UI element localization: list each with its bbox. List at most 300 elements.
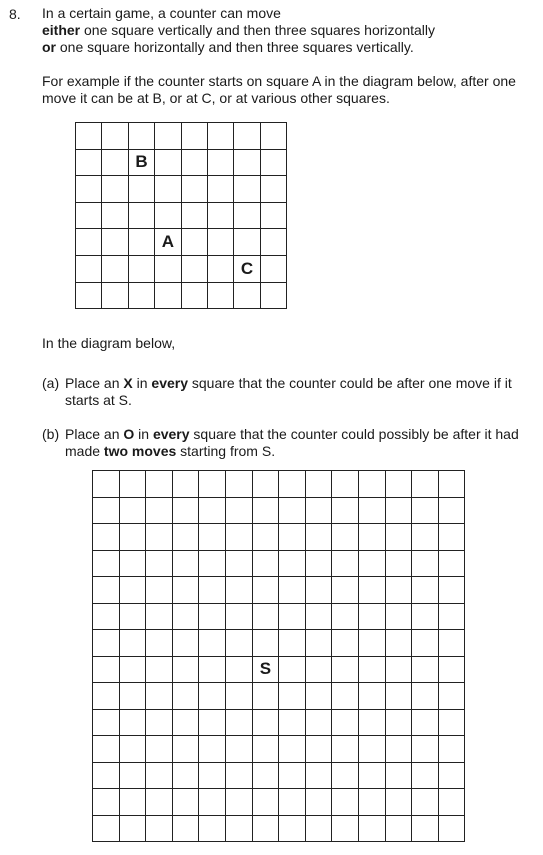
answer-grid-cell[interactable] bbox=[93, 630, 120, 657]
answer-grid-cell[interactable] bbox=[172, 471, 199, 498]
answer-grid-cell[interactable] bbox=[93, 762, 120, 789]
example-grid-cell bbox=[155, 282, 181, 309]
answer-grid-cell[interactable] bbox=[385, 577, 412, 604]
answer-grid-cell[interactable] bbox=[412, 471, 439, 498]
answer-grid-cell[interactable] bbox=[385, 709, 412, 736]
example-grid-cell bbox=[102, 282, 128, 309]
grid-row bbox=[76, 149, 287, 176]
example-grid-cell bbox=[181, 176, 207, 203]
answer-grid-cell[interactable] bbox=[358, 577, 385, 604]
every-keyword: every bbox=[151, 375, 188, 391]
example-paragraph bbox=[42, 73, 516, 107]
answer-grid-cell[interactable] bbox=[119, 656, 146, 683]
answer-grid-cell[interactable] bbox=[252, 762, 279, 789]
answer-grid-cell[interactable] bbox=[412, 630, 439, 657]
answer-grid-cell[interactable] bbox=[305, 497, 332, 524]
intro-line-1: In a certain game, a counter can move bbox=[42, 5, 281, 21]
answer-grid-cell[interactable] bbox=[305, 550, 332, 577]
example-grid-cell bbox=[207, 176, 233, 203]
answer-grid-cell[interactable] bbox=[332, 471, 359, 498]
answer-grid-cell[interactable] bbox=[252, 815, 279, 842]
answer-grid-cell[interactable] bbox=[252, 603, 279, 630]
answer-grid-cell[interactable] bbox=[225, 683, 252, 710]
answer-grid-cell[interactable] bbox=[146, 736, 173, 763]
example-grid-cell bbox=[128, 229, 154, 256]
grid-row bbox=[76, 255, 287, 282]
example-grid bbox=[75, 122, 287, 309]
answer-grid-cell[interactable] bbox=[199, 683, 226, 710]
answer-grid-cell[interactable] bbox=[438, 709, 465, 736]
grid-row bbox=[76, 202, 287, 229]
answer-grid-cell[interactable] bbox=[438, 683, 465, 710]
answer-grid-cell[interactable] bbox=[172, 789, 199, 816]
answer-grid-cell[interactable] bbox=[199, 471, 226, 498]
answer-grid-cell[interactable] bbox=[332, 524, 359, 551]
answer-grid bbox=[92, 470, 465, 842]
answer-grid-cell[interactable] bbox=[358, 497, 385, 524]
answer-grid-cell[interactable] bbox=[146, 683, 173, 710]
answer-grid-cell[interactable] bbox=[358, 471, 385, 498]
answer-grid-cell[interactable] bbox=[172, 815, 199, 842]
answer-grid-cell[interactable] bbox=[412, 736, 439, 763]
example-line-2: move it can be at B, or at C, or at various other squares. bbox=[42, 90, 390, 106]
answer-grid-cell[interactable] bbox=[146, 577, 173, 604]
answer-grid-cell[interactable] bbox=[172, 656, 199, 683]
answer-grid-cell[interactable] bbox=[385, 815, 412, 842]
answer-grid-cell[interactable] bbox=[332, 656, 359, 683]
part-a-line-2: starts at S. bbox=[65, 392, 132, 408]
example-grid-cell bbox=[181, 255, 207, 282]
example-grid-cell bbox=[207, 255, 233, 282]
answer-grid-cell[interactable] bbox=[199, 815, 226, 842]
grid-row bbox=[93, 524, 465, 551]
answer-grid-cell[interactable] bbox=[93, 789, 120, 816]
answer-grid-cell[interactable] bbox=[225, 736, 252, 763]
answer-grid-cell[interactable] bbox=[305, 630, 332, 657]
answer-grid-cell[interactable] bbox=[412, 683, 439, 710]
answer-grid-cell[interactable] bbox=[119, 736, 146, 763]
answer-grid-cell[interactable] bbox=[438, 577, 465, 604]
answer-grid-cell[interactable] bbox=[332, 815, 359, 842]
answer-grid-cell[interactable] bbox=[332, 789, 359, 816]
answer-grid-cell[interactable] bbox=[225, 471, 252, 498]
answer-grid-cell[interactable] bbox=[358, 630, 385, 657]
answer-grid-cell[interactable] bbox=[412, 603, 439, 630]
answer-grid-cell[interactable] bbox=[119, 709, 146, 736]
answer-grid-cell[interactable] bbox=[146, 550, 173, 577]
example-grid-cell bbox=[102, 255, 128, 282]
answer-grid-cell[interactable] bbox=[252, 709, 279, 736]
answer-grid-cell[interactable] bbox=[385, 789, 412, 816]
answer-grid-cell[interactable] bbox=[438, 789, 465, 816]
answer-grid-cell[interactable] bbox=[279, 577, 306, 604]
answer-grid-cell[interactable] bbox=[199, 736, 226, 763]
answer-grid-cell[interactable] bbox=[93, 656, 120, 683]
answer-grid-cell[interactable] bbox=[252, 577, 279, 604]
example-grid-cell bbox=[76, 176, 102, 203]
example-grid-cell bbox=[155, 123, 181, 150]
grid-row bbox=[93, 603, 465, 630]
answer-grid-cell[interactable] bbox=[225, 815, 252, 842]
answer-grid-cell[interactable] bbox=[146, 603, 173, 630]
answer-grid-cell[interactable] bbox=[385, 603, 412, 630]
example-grid-cell bbox=[128, 176, 154, 203]
answer-grid-cell[interactable] bbox=[172, 762, 199, 789]
x-keyword: X bbox=[123, 375, 133, 391]
answer-grid-cell[interactable] bbox=[412, 656, 439, 683]
grid-row bbox=[93, 471, 465, 498]
answer-grid-cell[interactable] bbox=[199, 789, 226, 816]
example-grid-cell bbox=[76, 282, 102, 309]
answer-grid-cell[interactable] bbox=[305, 471, 332, 498]
answer-grid-cell[interactable] bbox=[385, 630, 412, 657]
example-grid-cell bbox=[260, 282, 286, 309]
example-grid-cell bbox=[260, 123, 286, 150]
answer-grid-cell[interactable] bbox=[172, 497, 199, 524]
answer-grid-cell[interactable] bbox=[225, 497, 252, 524]
answer-grid-cell[interactable] bbox=[279, 815, 306, 842]
answer-grid-cell[interactable] bbox=[93, 550, 120, 577]
answer-grid-cell[interactable] bbox=[279, 497, 306, 524]
answer-grid-cell[interactable] bbox=[93, 577, 120, 604]
answer-grid-cell[interactable] bbox=[358, 762, 385, 789]
answer-grid-cell[interactable] bbox=[172, 683, 199, 710]
example-grid-cell bbox=[260, 255, 286, 282]
answer-grid-cell[interactable] bbox=[93, 709, 120, 736]
answer-grid-cell[interactable] bbox=[332, 497, 359, 524]
answer-grid-cell[interactable] bbox=[119, 683, 146, 710]
answer-grid-cell[interactable] bbox=[225, 603, 252, 630]
part-a-text-2: in bbox=[132, 375, 152, 391]
grid-row bbox=[76, 123, 287, 150]
or-keyword: or bbox=[42, 39, 56, 55]
answer-grid-cell[interactable] bbox=[199, 630, 226, 657]
grid-row bbox=[93, 815, 465, 842]
example-grid-cell bbox=[155, 149, 181, 176]
answer-grid-cell[interactable] bbox=[279, 789, 306, 816]
answer-grid-cell[interactable] bbox=[305, 683, 332, 710]
example-grid-cell bbox=[76, 202, 102, 229]
answer-grid-cell[interactable] bbox=[199, 550, 226, 577]
answer-grid-cell[interactable] bbox=[225, 789, 252, 816]
answer-grid-cell[interactable] bbox=[332, 550, 359, 577]
answer-grid-cell[interactable] bbox=[279, 736, 306, 763]
answer-grid-cell[interactable] bbox=[119, 577, 146, 604]
answer-grid-cell[interactable] bbox=[93, 683, 120, 710]
example-grid-cell bbox=[155, 255, 181, 282]
answer-grid-cell[interactable] bbox=[279, 762, 306, 789]
answer-grid-cell[interactable] bbox=[305, 577, 332, 604]
answer-grid-cell[interactable] bbox=[279, 683, 306, 710]
answer-grid-cell[interactable] bbox=[252, 736, 279, 763]
answer-grid-cell[interactable] bbox=[279, 471, 306, 498]
answer-grid-cell[interactable] bbox=[412, 762, 439, 789]
grid-row bbox=[93, 736, 465, 763]
example-grid-cell bbox=[181, 282, 207, 309]
answer-grid-cell[interactable] bbox=[119, 471, 146, 498]
grid-row bbox=[76, 229, 287, 256]
answer-grid-cell[interactable] bbox=[93, 497, 120, 524]
answer-grid-cell[interactable] bbox=[172, 603, 199, 630]
answer-grid-cell[interactable] bbox=[358, 683, 385, 710]
square-s[interactable]: S bbox=[252, 656, 279, 683]
answer-grid-cell[interactable] bbox=[172, 577, 199, 604]
example-grid-cell bbox=[128, 202, 154, 229]
answer-grid-cell[interactable] bbox=[412, 550, 439, 577]
example-grid-cell bbox=[234, 282, 260, 309]
answer-grid-cell[interactable] bbox=[93, 736, 120, 763]
example-grid-cell bbox=[207, 282, 233, 309]
grid-row bbox=[93, 656, 465, 683]
answer-grid-cell[interactable] bbox=[305, 603, 332, 630]
answer-grid-cell[interactable] bbox=[225, 709, 252, 736]
part-a-label: (a) bbox=[42, 375, 60, 391]
part-b-line-1 bbox=[65, 426, 535, 443]
answer-grid-cell[interactable] bbox=[332, 630, 359, 657]
answer-grid-cell[interactable] bbox=[225, 550, 252, 577]
example-grid-cell bbox=[207, 123, 233, 150]
answer-grid-cell[interactable] bbox=[358, 603, 385, 630]
every-keyword: every bbox=[152, 426, 190, 442]
answer-grid-cell[interactable] bbox=[385, 683, 412, 710]
example-grid-cell bbox=[181, 149, 207, 176]
question-intro bbox=[42, 5, 435, 56]
example-grid-cell bbox=[181, 202, 207, 229]
answer-grid-cell[interactable] bbox=[438, 497, 465, 524]
answer-grid-cell[interactable] bbox=[119, 497, 146, 524]
answer-grid-cell[interactable] bbox=[305, 762, 332, 789]
answer-grid-cell[interactable] bbox=[412, 815, 439, 842]
answer-grid-cell[interactable] bbox=[332, 603, 359, 630]
answer-grid-cell[interactable] bbox=[225, 630, 252, 657]
grid-row bbox=[93, 762, 465, 789]
example-grid-cell bbox=[234, 202, 260, 229]
answer-grid-cell[interactable] bbox=[279, 603, 306, 630]
example-grid-cell bbox=[155, 202, 181, 229]
answer-grid-cell[interactable] bbox=[172, 736, 199, 763]
answer-grid-cell[interactable] bbox=[412, 709, 439, 736]
answer-grid-cell[interactable] bbox=[119, 762, 146, 789]
answer-grid-cell[interactable] bbox=[358, 815, 385, 842]
answer-grid-cell[interactable] bbox=[412, 789, 439, 816]
part-a-text-1: Place an bbox=[65, 375, 124, 391]
answer-grid-cell[interactable] bbox=[412, 497, 439, 524]
part-b-label: (b) bbox=[42, 426, 60, 442]
example-grid-cell bbox=[260, 229, 286, 256]
answer-grid-cell[interactable] bbox=[199, 762, 226, 789]
grid-row bbox=[93, 683, 465, 710]
example-grid-cell bbox=[128, 282, 154, 309]
intro-line-2 bbox=[42, 22, 435, 39]
answer-grid-cell[interactable] bbox=[199, 577, 226, 604]
answer-grid-cell[interactable] bbox=[225, 524, 252, 551]
answer-grid-cell[interactable] bbox=[358, 709, 385, 736]
answer-grid-cell[interactable] bbox=[252, 550, 279, 577]
answer-grid-cell[interactable] bbox=[146, 524, 173, 551]
example-grid-cell bbox=[102, 149, 128, 176]
answer-grid-cell[interactable] bbox=[385, 656, 412, 683]
part-b-text-5: starting from S. bbox=[176, 443, 276, 459]
answer-grid-cell[interactable] bbox=[146, 656, 173, 683]
diagram-intro: In the diagram below, bbox=[42, 335, 176, 351]
answer-grid-cell[interactable] bbox=[305, 815, 332, 842]
answer-grid-cell[interactable] bbox=[146, 709, 173, 736]
answer-grid-cell[interactable] bbox=[385, 497, 412, 524]
answer-grid-cell[interactable] bbox=[225, 577, 252, 604]
answer-grid-cell[interactable] bbox=[305, 789, 332, 816]
answer-grid-cell[interactable] bbox=[252, 683, 279, 710]
example-grid-cell bbox=[76, 149, 102, 176]
answer-grid-cell[interactable] bbox=[438, 630, 465, 657]
part-b-text-1: Place an bbox=[65, 426, 124, 442]
answer-grid-cell[interactable] bbox=[199, 497, 226, 524]
intro-line-2-rest: one square vertically and then three squares horizontally bbox=[80, 22, 435, 38]
answer-grid-cell[interactable] bbox=[438, 762, 465, 789]
answer-grid-cell[interactable] bbox=[332, 762, 359, 789]
part-b-text-4: made bbox=[65, 443, 104, 459]
answer-grid-cell[interactable] bbox=[412, 524, 439, 551]
answer-grid-cell[interactable] bbox=[332, 683, 359, 710]
answer-grid-cell[interactable] bbox=[252, 524, 279, 551]
example-grid-cell bbox=[102, 123, 128, 150]
grid-row bbox=[93, 709, 465, 736]
example-grid-cell bbox=[76, 123, 102, 150]
example-grid-cell bbox=[76, 255, 102, 282]
example-grid-cell bbox=[207, 229, 233, 256]
example-grid-cell bbox=[260, 176, 286, 203]
answer-grid-cell[interactable] bbox=[358, 550, 385, 577]
example-grid-cell bbox=[234, 229, 260, 256]
answer-grid-cell[interactable] bbox=[279, 550, 306, 577]
answer-grid-cell[interactable] bbox=[279, 630, 306, 657]
answer-grid-cell[interactable] bbox=[385, 736, 412, 763]
answer-grid-cell[interactable] bbox=[279, 524, 306, 551]
example-grid-cell bbox=[260, 149, 286, 176]
answer-grid-cell[interactable] bbox=[252, 789, 279, 816]
answer-grid-cell[interactable] bbox=[412, 577, 439, 604]
part-b-line-2 bbox=[65, 443, 535, 460]
answer-grid-cell[interactable] bbox=[172, 630, 199, 657]
answer-grid-cell[interactable] bbox=[305, 736, 332, 763]
answer-grid-cell[interactable] bbox=[199, 709, 226, 736]
two-moves-keyword: two moves bbox=[103, 443, 177, 459]
answer-grid-cell[interactable] bbox=[358, 524, 385, 551]
o-keyword: O bbox=[123, 426, 135, 442]
answer-grid-cell[interactable] bbox=[146, 815, 173, 842]
example-grid-cell bbox=[128, 255, 154, 282]
example-grid-cell bbox=[155, 176, 181, 203]
answer-grid-cell[interactable] bbox=[332, 709, 359, 736]
grid-row bbox=[93, 577, 465, 604]
example-grid-cell bbox=[181, 229, 207, 256]
answer-grid-cell[interactable] bbox=[119, 630, 146, 657]
answer-grid-cell[interactable] bbox=[172, 550, 199, 577]
answer-grid-cell[interactable] bbox=[252, 471, 279, 498]
answer-grid-cell[interactable] bbox=[438, 815, 465, 842]
answer-grid-cell[interactable] bbox=[358, 789, 385, 816]
answer-grid-cell[interactable] bbox=[119, 550, 146, 577]
answer-grid-cell[interactable] bbox=[305, 656, 332, 683]
square-c: C bbox=[234, 255, 260, 282]
answer-grid-cell[interactable] bbox=[385, 524, 412, 551]
answer-grid-cell[interactable] bbox=[385, 550, 412, 577]
answer-grid-cell[interactable] bbox=[332, 577, 359, 604]
part-b-text-3: square that the counter could possibly be after it had bbox=[189, 426, 519, 442]
grid-row bbox=[93, 789, 465, 816]
answer-grid-cell[interactable] bbox=[332, 736, 359, 763]
answer-grid-cell[interactable] bbox=[358, 736, 385, 763]
answer-grid-cell[interactable] bbox=[93, 524, 120, 551]
example-grid-cell bbox=[102, 229, 128, 256]
example-grid-cell bbox=[76, 229, 102, 256]
answer-grid-cell[interactable] bbox=[199, 656, 226, 683]
answer-grid-cell[interactable] bbox=[252, 630, 279, 657]
grid-row bbox=[76, 282, 287, 309]
answer-grid-cell[interactable] bbox=[438, 656, 465, 683]
intro-line-3 bbox=[42, 39, 435, 56]
answer-grid-cell[interactable] bbox=[279, 709, 306, 736]
answer-grid-cell[interactable] bbox=[252, 497, 279, 524]
part-b-text-2: in bbox=[134, 426, 153, 442]
question-number: 8. bbox=[9, 6, 21, 22]
answer-grid-cell[interactable] bbox=[438, 471, 465, 498]
answer-grid-cell[interactable] bbox=[146, 789, 173, 816]
part-a-text bbox=[65, 375, 535, 409]
answer-grid-cell[interactable] bbox=[199, 524, 226, 551]
grid-row bbox=[93, 630, 465, 657]
answer-grid-cell[interactable] bbox=[93, 471, 120, 498]
answer-grid-cell[interactable] bbox=[172, 524, 199, 551]
intro-line-3-rest: one square horizontally and then three squares vertically. bbox=[56, 39, 414, 55]
example-line-1: For example if the counter starts on square A in the diagram below, after one bbox=[42, 73, 516, 89]
example-grid-cell bbox=[102, 202, 128, 229]
answer-grid-cell[interactable] bbox=[438, 603, 465, 630]
answer-grid-cell[interactable] bbox=[225, 762, 252, 789]
answer-grid-cell[interactable] bbox=[279, 656, 306, 683]
example-grid-cell bbox=[207, 202, 233, 229]
answer-grid-cell[interactable] bbox=[93, 815, 120, 842]
answer-grid-cell[interactable] bbox=[358, 656, 385, 683]
square-a: A bbox=[155, 229, 181, 256]
example-grid-cell bbox=[102, 176, 128, 203]
example-grid-cell bbox=[207, 149, 233, 176]
example-grid-cell bbox=[128, 123, 154, 150]
answer-grid-cell[interactable] bbox=[119, 789, 146, 816]
answer-grid-cell[interactable] bbox=[119, 603, 146, 630]
answer-grid-cell[interactable] bbox=[146, 497, 173, 524]
answer-grid-cell[interactable] bbox=[438, 736, 465, 763]
answer-grid-cell[interactable] bbox=[438, 550, 465, 577]
answer-grid-cell[interactable] bbox=[225, 656, 252, 683]
answer-grid-cell[interactable] bbox=[146, 630, 173, 657]
answer-grid-cell[interactable] bbox=[438, 524, 465, 551]
answer-grid-cell[interactable] bbox=[305, 709, 332, 736]
answer-grid-cell[interactable] bbox=[119, 815, 146, 842]
part-b-text bbox=[65, 426, 535, 460]
answer-grid-cell[interactable] bbox=[146, 762, 173, 789]
answer-grid-cell[interactable] bbox=[199, 603, 226, 630]
grid-row bbox=[93, 497, 465, 524]
answer-grid-cell[interactable] bbox=[93, 603, 120, 630]
answer-grid-cell[interactable] bbox=[119, 524, 146, 551]
answer-grid-cell[interactable] bbox=[385, 471, 412, 498]
answer-grid-cell[interactable] bbox=[172, 709, 199, 736]
answer-grid-cell[interactable] bbox=[146, 471, 173, 498]
answer-grid-cell[interactable] bbox=[305, 524, 332, 551]
either-keyword: either bbox=[42, 22, 81, 38]
example-grid-cell bbox=[234, 123, 260, 150]
answer-grid-cell[interactable] bbox=[385, 762, 412, 789]
